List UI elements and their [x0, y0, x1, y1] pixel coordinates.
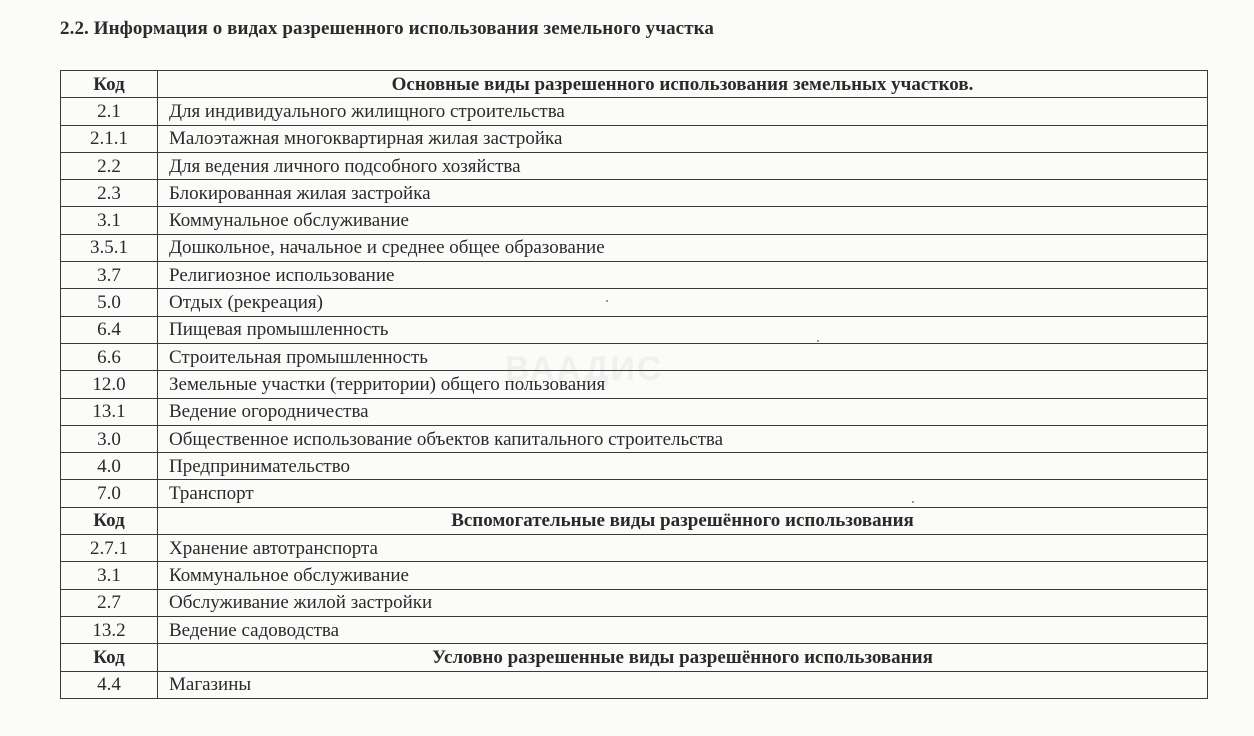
use-code: 3.1	[61, 207, 158, 234]
use-name: Обслуживание жилой застройки	[158, 589, 1208, 616]
use-code: 2.7	[61, 589, 158, 616]
use-code: 3.1	[61, 562, 158, 589]
use-name: Строительная промышленность	[158, 343, 1208, 370]
table-row	[61, 480, 1208, 507]
use-name: Земельные участки (территории) общего пользования	[158, 371, 1208, 398]
use-name: Дошкольное, начальное и среднее общее образование	[158, 234, 1208, 261]
use-code: 13.1	[61, 398, 158, 425]
use-name: Для индивидуального жилищного строительства	[158, 98, 1208, 125]
land-use-table-body	[61, 71, 1208, 699]
table-row	[61, 589, 1208, 616]
section-title: Условно разрешенные виды разрешённого использования	[158, 644, 1208, 671]
use-name: Пищевая промышленность	[158, 316, 1208, 343]
use-code: 4.0	[61, 453, 158, 480]
table-row	[61, 371, 1208, 398]
code-column-header: Код	[61, 644, 158, 671]
use-code: 4.4	[61, 671, 158, 698]
use-code: 2.1.1	[61, 125, 158, 152]
scan-speck	[606, 300, 608, 302]
use-name: Малоэтажная многоквартирная жилая застройка	[158, 125, 1208, 152]
table-row	[61, 398, 1208, 425]
watermark: ВААДИС	[505, 350, 664, 388]
scan-speck	[912, 501, 914, 503]
use-code: 2.3	[61, 180, 158, 207]
section-header-row	[61, 507, 1208, 534]
section-title: Основные виды разрешенного использования земельных участков.	[158, 71, 1208, 98]
use-code: 12.0	[61, 371, 158, 398]
use-name: Коммунальное обслуживание	[158, 562, 1208, 589]
scan-speck	[817, 340, 819, 342]
document-heading: 2.2. Информация о видах разрешенного использования земельного участка	[60, 18, 714, 39]
code-column-header: Код	[61, 507, 158, 534]
table-row	[61, 125, 1208, 152]
table-row	[61, 562, 1208, 589]
section-header-row	[61, 71, 1208, 98]
table-row	[61, 152, 1208, 179]
land-use-table	[60, 70, 1208, 699]
table-row	[61, 207, 1208, 234]
code-column-header: Код	[61, 71, 158, 98]
table-row	[61, 234, 1208, 261]
use-name: Для ведения личного подсобного хозяйства	[158, 152, 1208, 179]
use-code: 13.2	[61, 616, 158, 643]
section-header-row	[61, 644, 1208, 671]
use-name: Блокированная жилая застройка	[158, 180, 1208, 207]
table-row	[61, 180, 1208, 207]
use-code: 2.2	[61, 152, 158, 179]
use-name: Отдых (рекреация)	[158, 289, 1208, 316]
use-code: 3.0	[61, 425, 158, 452]
table-row	[61, 289, 1208, 316]
section-title: Вспомогательные виды разрешённого использования	[158, 507, 1208, 534]
use-name: Общественное использование объектов капитального строительства	[158, 425, 1208, 452]
use-code: 3.5.1	[61, 234, 158, 261]
table-row	[61, 616, 1208, 643]
use-code: 6.6	[61, 343, 158, 370]
table-row	[61, 535, 1208, 562]
table-row	[61, 316, 1208, 343]
table-row	[61, 343, 1208, 370]
use-name: Коммунальное обслуживание	[158, 207, 1208, 234]
table-row	[61, 262, 1208, 289]
table-row	[61, 453, 1208, 480]
use-code: 3.7	[61, 262, 158, 289]
use-code: 5.0	[61, 289, 158, 316]
use-name: Религиозное использование	[158, 262, 1208, 289]
use-code: 2.1	[61, 98, 158, 125]
use-name: Хранение автотранспорта	[158, 535, 1208, 562]
table-row	[61, 671, 1208, 698]
use-code: 6.4	[61, 316, 158, 343]
use-name: Магазины	[158, 671, 1208, 698]
use-name: Ведение садоводства	[158, 616, 1208, 643]
use-name: Ведение огородничества	[158, 398, 1208, 425]
use-name: Предпринимательство	[158, 453, 1208, 480]
table-row	[61, 98, 1208, 125]
use-code: 2.7.1	[61, 535, 158, 562]
table-row	[61, 425, 1208, 452]
use-name: Транспорт	[158, 480, 1208, 507]
use-code: 7.0	[61, 480, 158, 507]
